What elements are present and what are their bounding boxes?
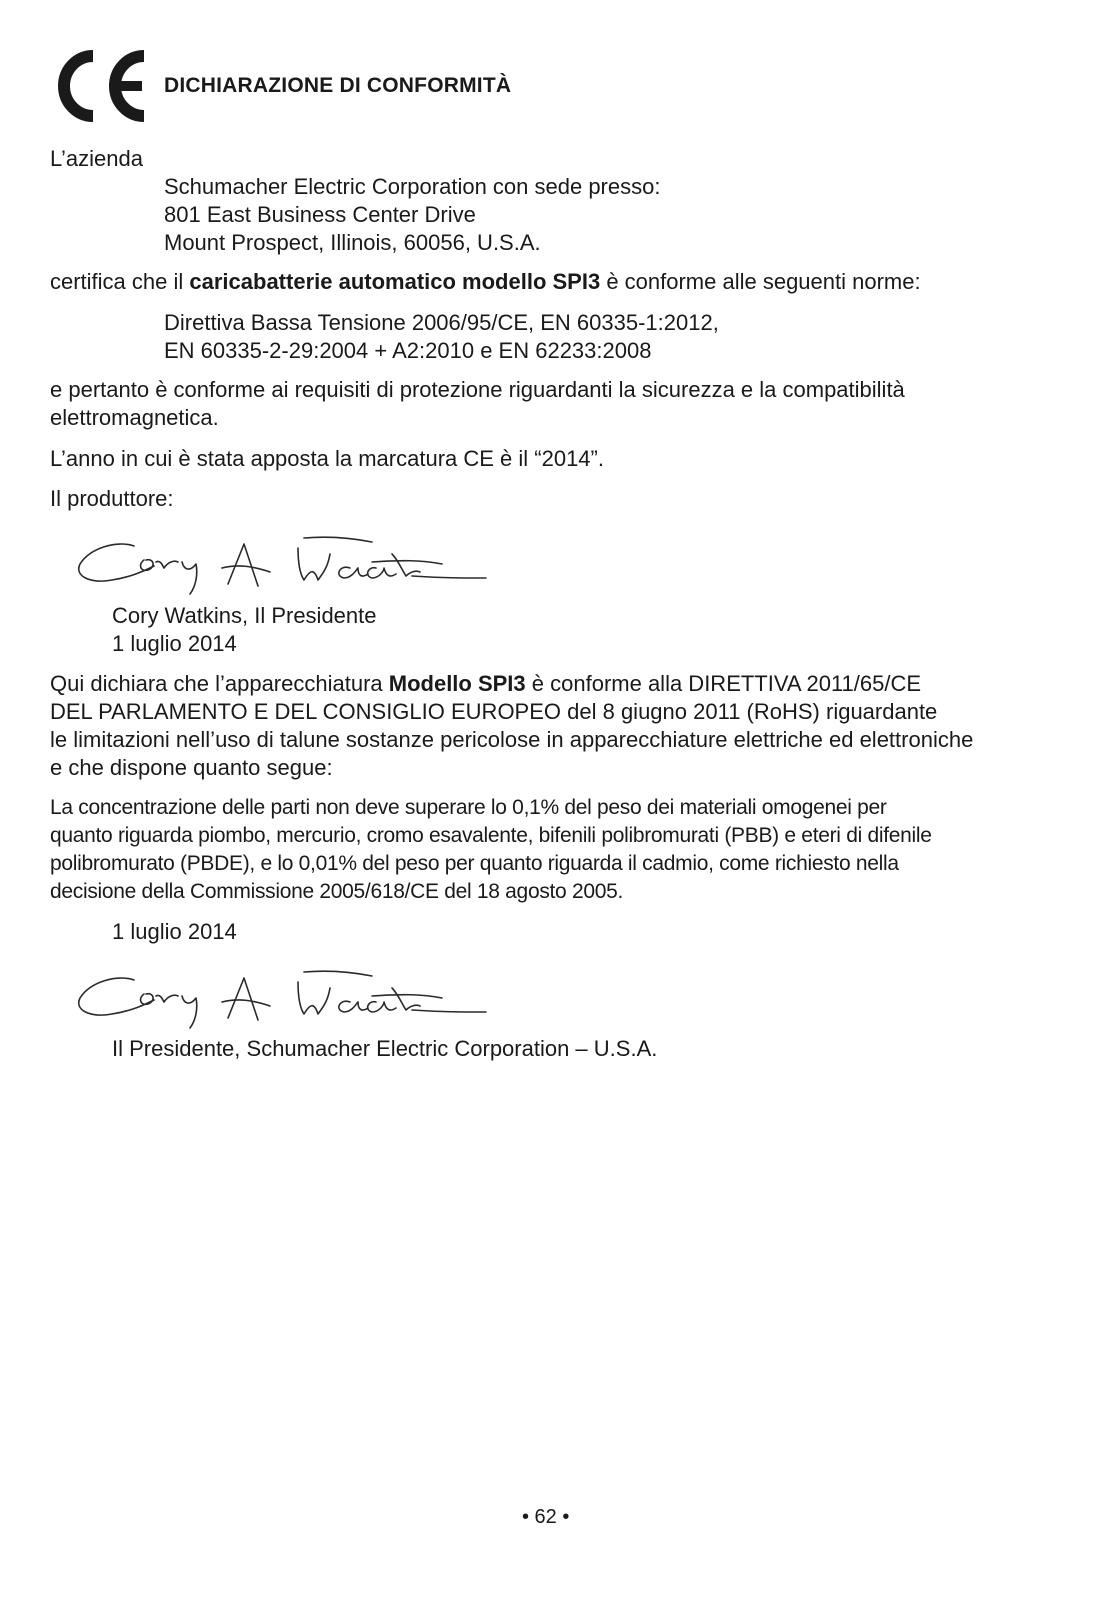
norm-line: Direttiva Bassa Tensione 2006/95/CE, EN 60335-1:2012, (164, 310, 719, 335)
producer-label: Il produttore: (50, 486, 174, 511)
signatory-block (112, 602, 377, 658)
norm-line: EN 60335-2-29:2004 + A2:2010 e EN 62233:2008 (164, 338, 652, 363)
closing-line: Il Presidente, Schumacher Electric Corporation – U.S.A. (112, 1036, 658, 1061)
company-line: Mount Prospect, Illinois, 60056, U.S.A. (164, 230, 541, 255)
rohs-model: Modello SPI3 (388, 671, 526, 696)
certify-after: è conforme alle seguenti norme: (600, 269, 921, 294)
signature-image (72, 530, 492, 598)
rohs-intro (50, 670, 973, 782)
company-address (164, 173, 660, 257)
rohs-text-line: decisione della Commissione 2005/618/CE del 18 agosto 2005. (50, 880, 624, 903)
certify-before: certifica che il (50, 269, 190, 294)
rohs-intro-first-line (50, 670, 973, 698)
rohs-intro-after: è conforme alla DIRETTIVA 2011/65/CE (525, 671, 922, 696)
company-intro: L’azienda (50, 146, 143, 171)
document-title: DICHIARAZIONE DI CONFORMITÀ (164, 74, 512, 97)
conformity-line: elettromagnetica. (50, 405, 219, 430)
second-date: 1 luglio 2014 (112, 919, 237, 944)
ce-year-statement: L’anno in cui è stata apposta la marcatura CE è il “2014”. (50, 446, 604, 471)
rohs-intro-before: Qui dichiara che l’apparecchiatura (50, 671, 389, 696)
signatory-name: Cory Watkins, Il Presidente (112, 603, 377, 628)
rohs-text-line: La concentrazione delle parti non deve superare lo 0,1% del peso dei materiali omogenei per (50, 796, 887, 819)
company-line: Schumacher Electric Corporation con sede presso: (164, 174, 661, 199)
certify-product: caricabatterie automatico modello SPI3 (189, 269, 601, 294)
norms-list (164, 309, 719, 365)
ce-mark-icon (54, 48, 150, 124)
signatory-date: 1 luglio 2014 (112, 631, 237, 656)
rohs-intro-line: le limitazioni nell’uso di talune sostanze pericolose in apparecchiature elettriche ed elettroniche (50, 727, 974, 752)
rohs-intro-line: e che dispone quanto segue: (50, 755, 333, 780)
conformity-line: e pertanto è conforme ai requisiti di protezione riguardanti la sicurezza e la compatibilità (50, 377, 905, 402)
company-line: 801 East Business Center Drive (164, 202, 476, 227)
rohs-text-line: polibromurato (PBDE), e lo 0,01% del peso per quanto riguarda il cadmio, come richiesto nella (50, 852, 899, 875)
page-number: • 62 • (522, 1506, 570, 1528)
rohs-text (50, 794, 932, 906)
certify-statement (50, 268, 921, 296)
conformity-statement (50, 376, 905, 432)
signature-image (72, 964, 492, 1032)
rohs-intro-line: DEL PARLAMENTO E DEL CONSIGLIO EUROPEO del 8 giugno 2011 (RoHS) riguardante (50, 699, 938, 724)
rohs-text-line: quanto riguarda piombo, mercurio, cromo esavalente, bifenili polibromurati (PBB) e eteri di difenile (50, 824, 932, 847)
